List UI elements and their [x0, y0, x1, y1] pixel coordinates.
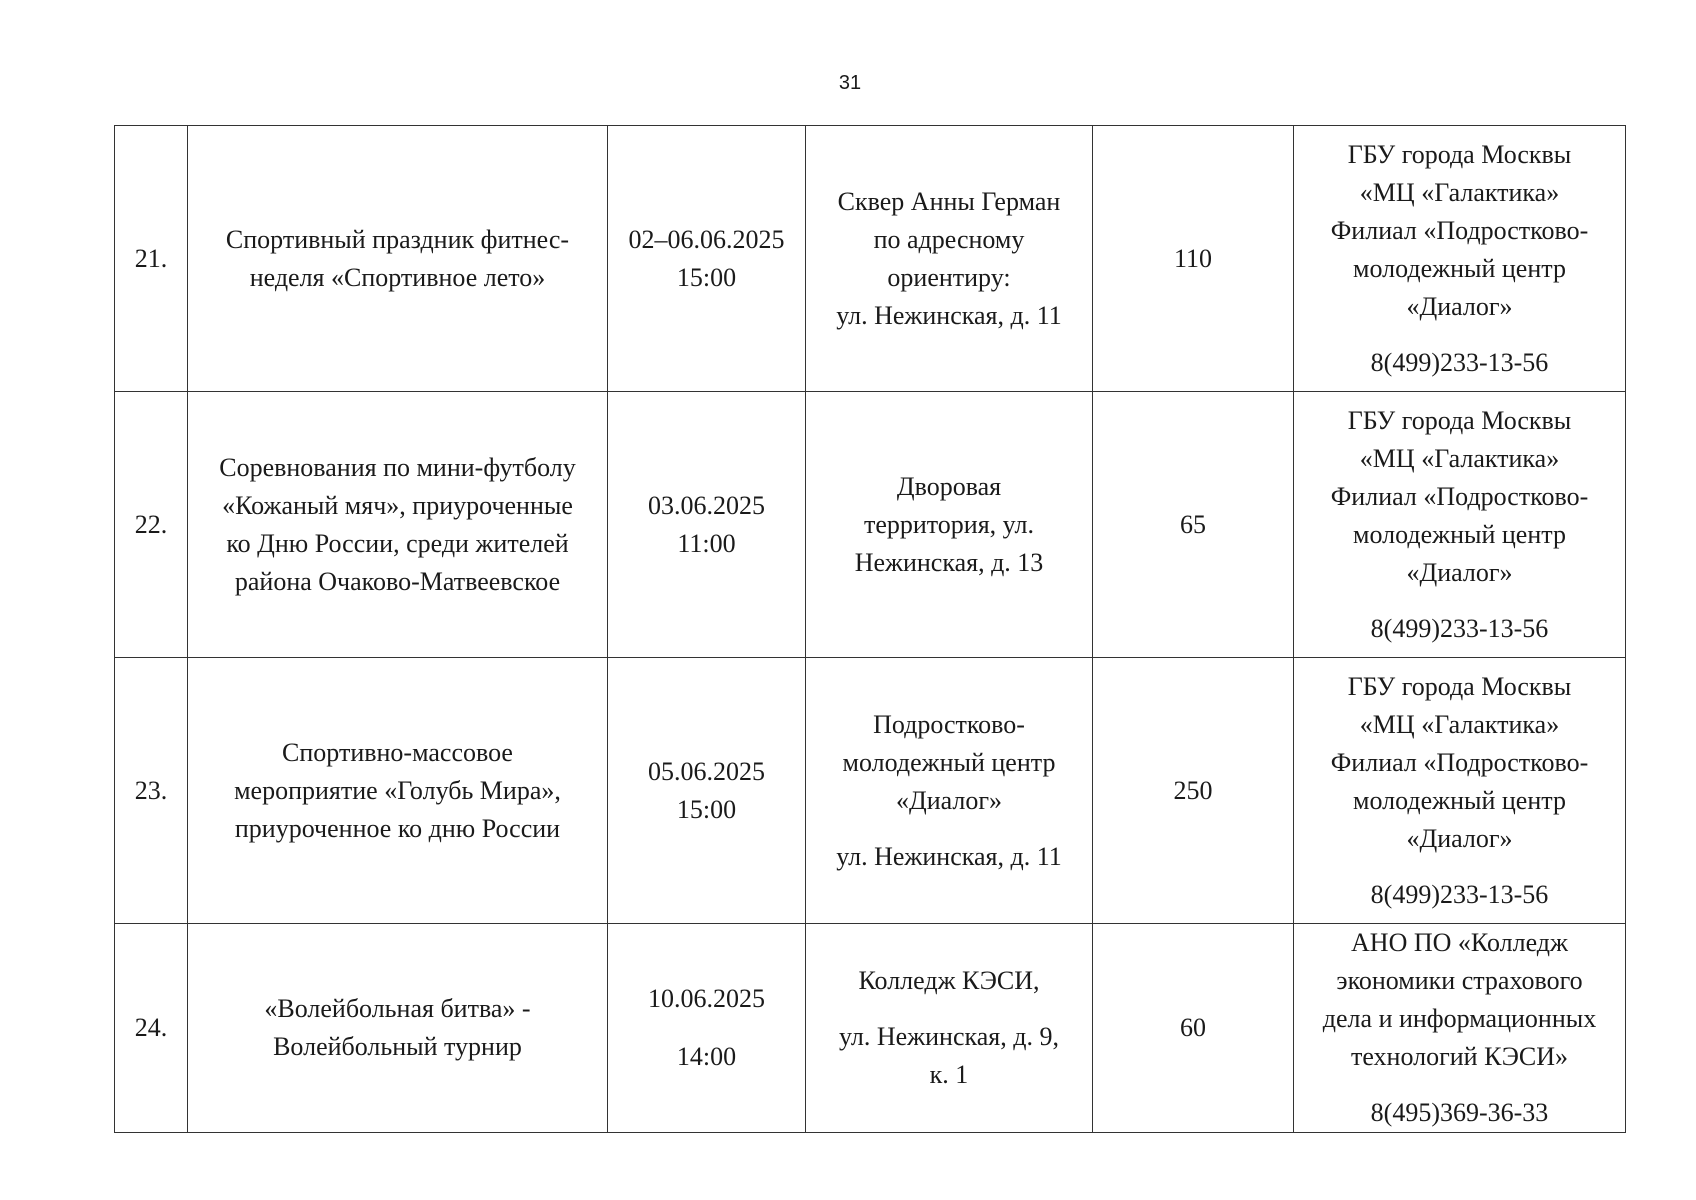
organizer-line: АНО ПО «Колледж [1351, 928, 1568, 957]
event-name-line: приуроченное ко дню России [234, 813, 561, 843]
organizer-line: технологий КЭСИ» [1350, 1042, 1569, 1071]
event-name-cell [188, 126, 608, 392]
organizer-cell [1294, 924, 1626, 1133]
organizer-line: ГБУ города Москвы [1347, 139, 1572, 169]
table-row [115, 658, 1626, 924]
organizer-phone: 8(499)233-13-56 [1370, 879, 1549, 909]
organizer-line: Филиал «Подростково- [1330, 481, 1589, 511]
event-name-cell [188, 392, 608, 658]
event-name-line: «Волейбольная битва» - [264, 994, 531, 1023]
venue-address-line: ул. Нежинская, д. 9, [839, 1022, 1059, 1051]
venue-address: ул. Нежинская, д. 11 [836, 841, 1062, 871]
event-name-line: района Очаково-Матвеевское [234, 566, 561, 596]
venue-line: ул. Нежинская, д. 11 [836, 300, 1062, 330]
date-time-cell [608, 924, 806, 1133]
event-name-line: неделя «Спортивное лето» [249, 262, 546, 292]
event-name-line: Соревнования по мини-футболу [219, 452, 576, 482]
event-name-line: Спортивно-массовое [282, 737, 513, 767]
participants-count: 65 [1093, 392, 1294, 658]
organizer-line: молодежный центр [1353, 785, 1566, 815]
organizer-line: «МЦ «Галактика» [1359, 177, 1560, 207]
organizer-phone: 8(499)233-13-56 [1370, 347, 1549, 377]
event-time: 11:00 [677, 528, 736, 558]
table-row [115, 392, 1626, 658]
organizer-line: «Диалог» [1406, 291, 1513, 321]
table-row [115, 126, 1626, 392]
venue-line: Дворовая [896, 471, 1002, 501]
date-time-cell [608, 126, 806, 392]
organizer-line: экономики страхового [1336, 966, 1583, 995]
event-date: 02–06.06.2025 [628, 224, 785, 254]
event-name-line: Волейбольный турнир [273, 1032, 522, 1061]
organizer-line: дела и информационных [1322, 1004, 1597, 1033]
event-date: 03.06.2025 [648, 490, 765, 520]
venue-cell [806, 924, 1093, 1133]
events-table [114, 125, 1626, 1133]
organizer-line: молодежный центр [1353, 519, 1566, 549]
organizer-cell [1294, 658, 1626, 924]
row-number: 23. [115, 658, 188, 924]
organizer-phone: 8(499)233-13-56 [1370, 613, 1549, 643]
organizer-line: ГБУ города Москвы [1347, 671, 1572, 701]
event-date: 05.06.2025 [648, 756, 765, 786]
row-number: 21. [115, 126, 188, 392]
organizer-cell [1294, 126, 1626, 392]
date-time-cell [608, 658, 806, 924]
venue-line: Колледж КЭСИ, [858, 966, 1040, 995]
venue-line: по адресному [873, 224, 1025, 254]
venue-line: молодежный центр [842, 747, 1056, 777]
event-name-line: Спортивный праздник фитнес- [225, 224, 570, 254]
event-time: 15:00 [676, 262, 737, 292]
venue-line: ориентиру: [887, 262, 1011, 292]
venue-cell [806, 392, 1093, 658]
organizer-cell [1294, 392, 1626, 658]
venue-line: Подростково- [873, 709, 1025, 739]
event-date: 10.06.2025 [648, 984, 765, 1013]
organizer-phone: 8(495)369-36-33 [1370, 1098, 1549, 1127]
row-number: 24. [115, 924, 188, 1133]
event-name-cell [188, 924, 608, 1133]
venue-line: территория, ул. [863, 509, 1035, 539]
event-name-line: мероприятие «Голубь Мира», [234, 775, 561, 805]
venue-line: Сквер Анны Герман [837, 186, 1061, 216]
venue-cell [806, 126, 1093, 392]
event-name-line: «Кожаный мяч», приуроченные [222, 490, 573, 520]
organizer-line: «Диалог» [1406, 823, 1513, 853]
organizer-line: Филиал «Подростково- [1330, 215, 1589, 245]
organizer-line: ГБУ города Москвы [1347, 405, 1572, 435]
organizer-line: «МЦ «Галактика» [1359, 443, 1560, 473]
organizer-line: Филиал «Подростково- [1330, 747, 1589, 777]
venue-line: «Диалог» [895, 785, 1003, 815]
organizer-line: «Диалог» [1406, 557, 1513, 587]
participants-count: 110 [1093, 126, 1294, 392]
venue-line: Нежинская, д. 13 [854, 547, 1044, 577]
participants-count: 60 [1093, 924, 1294, 1133]
row-number: 22. [115, 392, 188, 658]
event-name-cell [188, 658, 608, 924]
page-number: 31 [838, 72, 862, 94]
venue-address-line: к. 1 [929, 1060, 969, 1089]
organizer-line: молодежный центр [1353, 253, 1566, 283]
event-name-line: ко Дню России, среди жителей [226, 528, 569, 558]
event-time: 15:00 [676, 794, 737, 824]
event-time: 14:00 [676, 1042, 737, 1071]
date-time-cell [608, 392, 806, 658]
organizer-line: «МЦ «Галактика» [1359, 709, 1560, 739]
venue-cell [806, 658, 1093, 924]
participants-count: 250 [1093, 658, 1294, 924]
table-row [115, 924, 1626, 1133]
